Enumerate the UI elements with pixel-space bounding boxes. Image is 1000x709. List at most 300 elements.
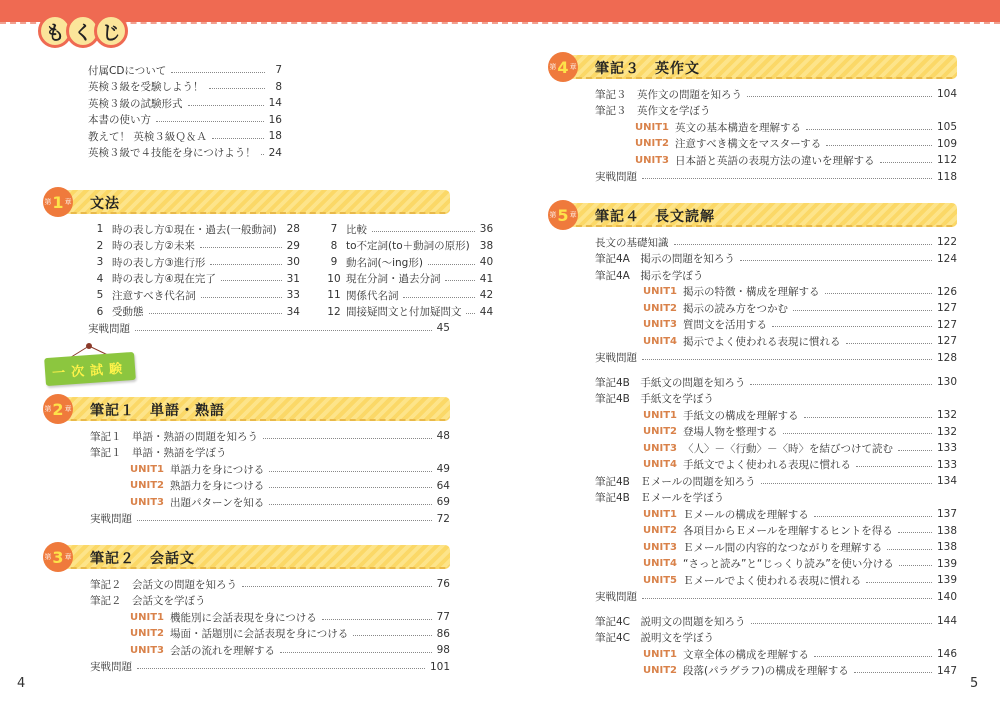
unit-label: UNIT2 <box>643 426 677 438</box>
dot-leader <box>403 297 474 298</box>
dot-leader <box>825 293 932 294</box>
entry-title: 各項目からＥメールを理解するヒントを得る <box>683 525 893 538</box>
chapter-prefix: 第 <box>44 405 52 413</box>
chapter-prefix: 第 <box>44 198 52 206</box>
unit-entry <box>90 478 450 495</box>
entry-number: 9 <box>330 256 338 269</box>
dot-leader <box>642 178 932 179</box>
entry-title: 会話の流れを理解する <box>170 644 275 657</box>
entry-title: 実戦問題 <box>595 591 637 604</box>
section-gap <box>595 366 957 374</box>
dot-leader <box>210 264 281 265</box>
page-number: 124 <box>936 252 957 265</box>
chapter-banner <box>555 55 957 79</box>
entry-title: 登場人物を整理する <box>683 426 778 439</box>
page-number: 133 <box>936 442 957 455</box>
entry-number: 6 <box>96 305 104 318</box>
entry-title: 手紙文の構成を理解する <box>683 409 799 422</box>
dot-leader <box>156 121 264 122</box>
unit-label: UNIT2 <box>643 665 677 677</box>
chapter-number: 5 <box>557 205 569 225</box>
dot-leader <box>261 154 264 155</box>
dot-leader <box>269 487 431 488</box>
page-number: 105 <box>936 121 957 134</box>
toc-entry <box>595 374 957 391</box>
chapter-rows <box>88 221 494 337</box>
page-number: 24 <box>268 146 282 159</box>
page-number: 138 <box>936 524 957 537</box>
dot-leader <box>200 247 282 248</box>
entry-title: 英検３級を受験しよう！ <box>88 81 204 94</box>
page-number: 16 <box>268 113 282 126</box>
dot-leader <box>783 433 932 434</box>
unit-entry <box>595 152 957 169</box>
page-number: 36 <box>479 223 494 236</box>
unit-entry <box>595 646 957 663</box>
dot-leader <box>642 598 932 599</box>
chapter-suffix: 章 <box>569 211 577 219</box>
unit-label: UNIT3 <box>643 319 677 331</box>
title-char: じ <box>94 14 128 48</box>
chapter-title: 筆記４ 長文読解 <box>595 209 715 225</box>
chapter-title: 筆記１ 単語・熟語 <box>90 403 225 419</box>
dot-leader <box>826 145 932 146</box>
toc-entry <box>88 304 300 321</box>
chapter-number-badge <box>43 394 73 424</box>
title-char: く <box>66 14 100 48</box>
toc-entry <box>322 238 493 255</box>
page-number-left: 4 <box>17 676 26 691</box>
entry-title: 受動態 <box>112 306 144 319</box>
unit-entry <box>595 284 957 301</box>
unit-label: UNIT3 <box>130 496 164 508</box>
toc-entry <box>88 287 300 304</box>
unit-entry <box>595 300 957 317</box>
chapter-banner <box>50 190 450 214</box>
dot-leader <box>806 129 932 130</box>
toc-entry <box>595 234 957 251</box>
dot-leader <box>866 582 932 583</box>
chapter-banner <box>555 203 957 227</box>
entry-title: Ｅメール間の内容的なつながりを理解する <box>683 541 883 554</box>
unit-label: UNIT3 <box>635 154 669 166</box>
dot-leader <box>856 466 932 467</box>
dot-leader <box>747 96 932 97</box>
chapter-rows <box>595 234 957 679</box>
page-number: 130 <box>936 376 957 389</box>
toc-entry <box>88 62 282 79</box>
dot-leader <box>242 586 432 587</box>
chapter-title: 文法 <box>90 196 120 212</box>
entry-title: 間接疑問文と付加疑問文 <box>345 306 462 319</box>
page-number: 122 <box>936 236 957 249</box>
entry-title: 現在分詞・過去分詞 <box>345 273 441 286</box>
chapter-suffix: 章 <box>64 553 72 561</box>
entry-title: 英文の基本構造を理解する <box>675 121 801 134</box>
page-number: 7 <box>275 64 282 77</box>
entry-number: 8 <box>330 239 338 252</box>
page-number: 28 <box>286 223 300 236</box>
toc-entry <box>90 593 450 610</box>
entry-title: 筆記4A 掲示の問題を知ろう <box>595 253 735 266</box>
unit-entry <box>595 136 957 153</box>
unit-entry <box>595 457 957 474</box>
page-number: 146 <box>936 648 957 661</box>
unit-entry <box>595 523 957 540</box>
dot-leader <box>353 635 431 636</box>
dot-leader <box>372 231 475 232</box>
page-number: 127 <box>936 318 957 331</box>
dot-leader <box>263 438 432 439</box>
entry-title: 筆記２ 会話文の問題を知ろう <box>90 578 237 591</box>
page-number: 31 <box>286 272 300 285</box>
entry-number: 1 <box>96 223 104 236</box>
entry-title: 筆記4B 手紙文を学ぼう <box>595 393 714 406</box>
toc-entry <box>88 145 282 162</box>
page-number: 101 <box>429 660 450 673</box>
dot-leader <box>854 672 932 673</box>
entry-title: 時の表し方①現在・過去(一般動詞) <box>112 223 277 236</box>
dot-leader <box>280 652 432 653</box>
page-number: 147 <box>936 664 957 677</box>
toc-entry <box>595 490 957 507</box>
dot-leader <box>269 504 431 505</box>
toc-entry <box>595 267 957 284</box>
dot-leader <box>899 565 932 566</box>
entry-title: Ｅメールでよく使われる表現に慣れる <box>683 574 862 587</box>
chapter-rows <box>90 576 450 675</box>
toc-entry <box>90 428 450 445</box>
entry-title: 本書の使い方 <box>88 114 151 127</box>
entry-title: 日本語と英語の表現方法の違いを理解する <box>675 154 875 167</box>
dot-leader <box>880 162 932 163</box>
unit-label: UNIT1 <box>643 508 677 520</box>
entry-title: 注意すべき構文をマスターする <box>675 138 822 151</box>
toc-entry <box>322 304 493 321</box>
dot-leader <box>428 264 475 265</box>
unit-label: UNIT3 <box>643 541 677 553</box>
entry-title: 実戦問題 <box>595 352 637 365</box>
header-dashed-divider <box>0 22 1000 24</box>
chapter-banner <box>50 397 450 421</box>
dot-leader <box>135 330 432 331</box>
page-number: 49 <box>436 463 450 476</box>
unit-label: UNIT3 <box>643 442 677 454</box>
page-number: 109 <box>936 137 957 150</box>
entry-title: 英検３級の試験形式 <box>88 97 183 110</box>
page-number: 45 <box>436 322 450 335</box>
entry-title: 付属CDについて <box>88 64 167 77</box>
page-number-right: 5 <box>970 676 979 691</box>
entry-title: Ｅメールの構成を理解する <box>683 508 809 521</box>
page-number: 14 <box>268 97 282 110</box>
unit-entry <box>595 119 957 136</box>
toc-entry <box>90 445 450 462</box>
toc-entry <box>595 103 957 120</box>
dot-leader <box>814 656 932 657</box>
toc-entry <box>595 613 957 630</box>
entry-number: 12 <box>327 305 341 318</box>
unit-label: UNIT4 <box>643 335 677 347</box>
entry-title: 筆記4C 説明文の問題を知ろう <box>595 615 746 628</box>
page-number: 133 <box>936 458 957 471</box>
unit-entry <box>595 440 957 457</box>
dot-leader <box>793 310 932 311</box>
toc-entry <box>88 79 282 96</box>
unit-label: UNIT3 <box>130 644 164 656</box>
page-number: 112 <box>936 154 957 167</box>
dot-leader <box>804 417 932 418</box>
dot-leader <box>466 313 474 314</box>
chapter-banner <box>50 545 450 569</box>
entry-title: 関係代名詞 <box>345 289 399 302</box>
page-number: 134 <box>936 475 957 488</box>
entry-title: 筆記4B 手紙文の問題を知ろう <box>595 376 746 389</box>
page-number: 44 <box>479 305 494 318</box>
toc-entry <box>90 511 450 528</box>
toc-entry <box>88 320 450 337</box>
entry-number: 3 <box>96 256 104 269</box>
dot-leader <box>445 280 474 281</box>
chapter-prefix: 第 <box>549 63 557 71</box>
unit-entry <box>595 424 957 441</box>
unit-label: UNIT1 <box>643 286 677 298</box>
dot-leader <box>898 450 932 451</box>
entry-title: 手紙文でよく使われる表現に慣れる <box>683 459 851 472</box>
toc-entry <box>322 271 493 288</box>
dot-leader <box>171 72 265 73</box>
unit-entry <box>595 556 957 573</box>
entry-title: 動名詞(～ing形) <box>345 256 423 269</box>
dot-leader <box>209 88 266 89</box>
page-number: 34 <box>286 305 300 318</box>
page-number: 137 <box>936 508 957 521</box>
dot-leader <box>269 471 431 472</box>
entry-title: 実戦問題 <box>90 661 132 674</box>
intro-list <box>88 62 282 161</box>
dot-leader <box>814 516 932 517</box>
page-number: 72 <box>436 512 450 525</box>
unit-entry <box>90 461 450 478</box>
toc-entry <box>595 350 957 367</box>
page-number: 126 <box>936 285 957 298</box>
header-band <box>0 0 1000 22</box>
dot-leader <box>188 105 264 106</box>
entry-number: 2 <box>96 239 104 252</box>
entry-title: 〈人〉－〈行動〉－〈時〉を結びつけて読む <box>683 442 893 455</box>
entry-title: 熟語力を身につける <box>170 480 265 493</box>
toc-entry <box>88 238 300 255</box>
page-number: 30 <box>286 256 300 269</box>
entry-title: to不定詞(to＋動詞の原形) <box>345 240 470 253</box>
toc-entry <box>595 391 957 408</box>
entry-title: 実戦問題 <box>88 322 130 335</box>
section-gap <box>595 605 957 613</box>
unit-label: UNIT2 <box>635 138 669 150</box>
chapter-number: 3 <box>52 547 64 567</box>
toc-entry <box>88 254 300 271</box>
toc-entry <box>322 287 493 304</box>
unit-entry <box>595 333 957 350</box>
entry-title: “さっと読み”と“じっくり読み”を使い分ける <box>683 558 894 571</box>
dot-leader <box>322 619 432 620</box>
dot-leader <box>751 623 932 624</box>
entry-title: 単語力を身につける <box>170 463 265 476</box>
unit-entry <box>595 572 957 589</box>
entry-title: 比較 <box>345 223 367 236</box>
entry-title: 掲示の特徴・構成を理解する <box>683 286 820 299</box>
unit-entry <box>595 539 957 556</box>
chapter-number-badge <box>43 187 73 217</box>
toc-entry <box>322 221 493 238</box>
toc-entry <box>595 169 957 186</box>
entry-title: 筆記３ 英作文の問題を知ろう <box>595 88 742 101</box>
toc-entry <box>322 254 493 271</box>
page-number: 69 <box>436 496 450 509</box>
page-number: 33 <box>286 289 300 302</box>
entry-number: 5 <box>96 289 104 302</box>
dot-leader <box>887 549 932 550</box>
entry-title: 段落(パラグラフ)の構成を理解する <box>683 665 849 678</box>
page-number: 140 <box>936 590 957 603</box>
unit-label: UNIT1 <box>130 611 164 623</box>
toc-entry <box>88 271 300 288</box>
entry-title: 実戦問題 <box>90 513 132 526</box>
unit-label: UNIT2 <box>643 302 677 314</box>
unit-entry <box>90 642 450 659</box>
dot-leader <box>740 260 932 261</box>
toc-entry <box>88 221 300 238</box>
title-char: も <box>38 14 72 48</box>
dot-leader <box>642 359 932 360</box>
unit-label: UNIT2 <box>130 480 164 492</box>
unit-entry <box>595 506 957 523</box>
entry-title: 筆記4B Ｅメールの問題を知ろう <box>595 475 756 488</box>
chapter-number: 1 <box>52 192 64 212</box>
unit-entry <box>90 626 450 643</box>
chapter-number: 2 <box>52 399 64 419</box>
grammar-grid <box>88 221 494 320</box>
page-number: 29 <box>286 239 300 252</box>
page-number: 38 <box>479 239 494 252</box>
page-number: 138 <box>936 541 957 554</box>
entry-title: 文章全体の構成を理解する <box>683 648 809 661</box>
page-number: 64 <box>436 479 450 492</box>
unit-label: UNIT1 <box>130 463 164 475</box>
unit-label: UNIT1 <box>643 409 677 421</box>
entry-title: 時の表し方④現在完了 <box>112 273 216 286</box>
first-exam-badge: 一次試験 <box>44 352 136 386</box>
chapter-title: 筆記２ 会話文 <box>90 551 195 567</box>
page-number: 132 <box>936 425 957 438</box>
unit-label: UNIT2 <box>130 628 164 640</box>
dot-leader <box>149 313 282 314</box>
unit-label: UNIT2 <box>643 525 677 537</box>
unit-entry <box>595 317 957 334</box>
entry-title: 長文の基礎知識 <box>595 236 669 249</box>
chapter-number-badge <box>548 52 578 82</box>
dot-leader <box>137 668 425 669</box>
page-number: 132 <box>936 409 957 422</box>
entry-title: 筆記３ 英作文を学ぼう <box>595 105 711 118</box>
unit-label: UNIT4 <box>643 459 677 471</box>
chapter-prefix: 第 <box>549 211 557 219</box>
entry-number: 4 <box>96 272 104 285</box>
toc-entry <box>595 251 957 268</box>
toc-entry <box>595 589 957 606</box>
entry-title: 時の表し方③進行形 <box>112 256 206 269</box>
page-number: 104 <box>936 88 957 101</box>
page-number: 40 <box>479 256 494 269</box>
chapter-rows <box>595 86 957 185</box>
page-number: 18 <box>268 130 282 143</box>
chapter-title: 筆記３ 英作文 <box>595 61 700 77</box>
chapter-number-badge <box>548 200 578 230</box>
dot-leader <box>674 244 932 245</box>
entry-title: 掲示の読み方をつかむ <box>683 302 788 315</box>
unit-entry <box>90 494 450 511</box>
page-number: 139 <box>936 574 957 587</box>
page-number: 128 <box>936 351 957 364</box>
page-number: 48 <box>436 430 450 443</box>
entry-title: 筆記２ 会話文を学ぼう <box>90 595 206 608</box>
dot-leader <box>898 532 932 533</box>
chapter-suffix: 章 <box>569 63 577 71</box>
entry-title: 注意すべき代名詞 <box>112 289 196 302</box>
entry-number: 7 <box>330 223 338 236</box>
page-number: 76 <box>436 578 450 591</box>
page-number: 98 <box>436 644 450 657</box>
chapter-number-badge <box>43 542 73 572</box>
chapter-prefix: 第 <box>44 553 52 561</box>
page-number: 41 <box>479 272 494 285</box>
dot-leader <box>201 297 282 298</box>
toc-entry <box>595 630 957 647</box>
unit-entry <box>595 663 957 680</box>
entry-title: 筆記4B Ｅメールを学ぼう <box>595 492 725 505</box>
entry-title: 実戦問題 <box>595 171 637 184</box>
toc-entry <box>88 95 282 112</box>
entry-title: 筆記4A 掲示を学ぼう <box>595 269 704 282</box>
entry-title: 出題パターンを知る <box>170 496 265 509</box>
unit-label: UNIT1 <box>635 121 669 133</box>
dot-leader <box>846 343 932 344</box>
dot-leader <box>212 138 264 139</box>
entry-number: 11 <box>327 289 341 302</box>
chapter-number: 4 <box>557 57 569 77</box>
entry-number: 10 <box>327 272 341 285</box>
page-number: 144 <box>936 615 957 628</box>
page-number: 8 <box>275 80 282 93</box>
page-title <box>38 14 122 48</box>
entry-title: 教えて！ 英検３級Ｑ＆Ａ <box>88 130 207 143</box>
page-number: 139 <box>936 557 957 570</box>
page-number: 42 <box>479 289 494 302</box>
dot-leader <box>750 384 932 385</box>
entry-title: 質問文を活用する <box>683 319 767 332</box>
dot-leader <box>772 326 932 327</box>
entry-title: 場面・話題別に会話表現を身につける <box>170 628 349 641</box>
entry-title: 英検３級で４技能を身につけよう！ <box>88 147 256 160</box>
chapter-suffix: 章 <box>64 405 72 413</box>
toc-entry <box>90 659 450 676</box>
toc-entry <box>595 473 957 490</box>
entry-title: 機能別に会話表現を身につける <box>170 611 317 624</box>
toc-entry <box>88 128 282 145</box>
toc-entry <box>88 112 282 129</box>
entry-title: 時の表し方②未来 <box>112 240 195 253</box>
page-number: 77 <box>436 611 450 624</box>
